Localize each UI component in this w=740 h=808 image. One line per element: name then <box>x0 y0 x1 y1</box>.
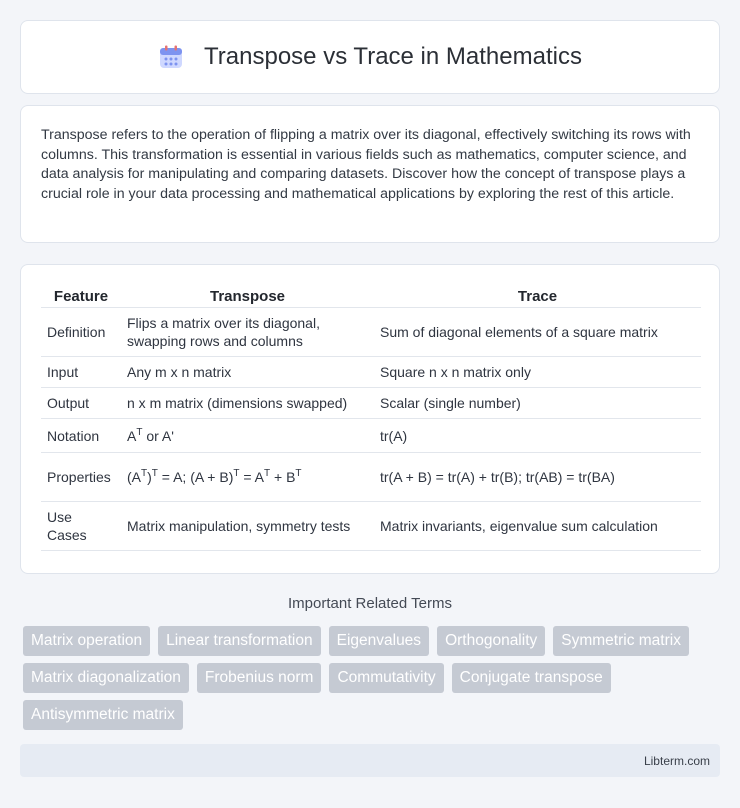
calendar-icon <box>158 44 184 70</box>
related-terms-list <box>23 626 723 730</box>
intro-card <box>20 105 720 243</box>
comparison-table-card <box>20 264 720 574</box>
table-row <box>41 419 701 453</box>
feature-cell: Use Cases <box>41 502 121 551</box>
trace-cell: Square n x n matrix only <box>374 357 701 388</box>
term-tag[interactable]: Matrix operation <box>23 626 150 656</box>
transpose-cell: n x m matrix (dimensions swapped) <box>121 388 374 419</box>
footer-site-link[interactable]: Libterm.com <box>643 753 710 768</box>
feature-cell: Definition <box>41 308 121 357</box>
table-row <box>41 388 701 419</box>
trace-cell: tr(A) <box>374 419 701 453</box>
term-tag[interactable]: Orthogonality <box>437 626 545 656</box>
transpose-cell: Flips a matrix over its diagonal, swapping rows and columns <box>121 308 374 357</box>
term-tag[interactable]: Commutativity <box>329 663 443 693</box>
transpose-cell: Matrix manipulation, symmetry tests <box>121 502 374 551</box>
transpose-cell: Any m x n matrix <box>121 357 374 388</box>
term-tag[interactable]: Conjugate transpose <box>452 663 611 693</box>
table-header-row <box>41 285 701 308</box>
footer <box>20 744 720 777</box>
comparison-table <box>41 285 701 551</box>
table-row <box>41 308 701 357</box>
column-header-transpose: Transpose <box>121 285 374 308</box>
trace-cell: Sum of diagonal elements of a square matrix <box>374 308 701 357</box>
trace-cell: Scalar (single number) <box>374 388 701 419</box>
feature-cell: Notation <box>41 419 121 453</box>
transpose-cell: $A^T$ or A' <box>121 419 374 453</box>
page-title: Transpose vs Trace in Mathematics <box>204 43 582 70</box>
column-header-trace: Trace <box>374 285 701 308</box>
table-row <box>41 502 701 551</box>
feature-cell: Output <box>41 388 121 419</box>
trace-cell: tr(A + B) = tr(A) + tr(B); tr(AB) = tr(BA) <box>374 453 701 502</box>
trace-cell: Matrix invariants, eigenvalue sum calculation <box>374 502 701 551</box>
transpose-cell: $(A^T)^T = A$; $(A + B)^T = A^T + B^T$ <box>121 453 374 502</box>
term-tag[interactable]: Linear transformation <box>158 626 320 656</box>
term-tag[interactable]: Frobenius norm <box>197 663 322 693</box>
column-header-feature: Feature <box>41 285 121 308</box>
related-terms-title: Important Related Terms <box>288 595 452 612</box>
header-card <box>20 20 720 94</box>
term-tag[interactable]: Matrix diagonalization <box>23 663 189 693</box>
term-tag[interactable]: Eigenvalues <box>329 626 429 656</box>
feature-cell: Properties <box>41 453 121 502</box>
feature-cell: Input <box>41 357 121 388</box>
table-row <box>41 357 701 388</box>
table-row <box>41 453 701 502</box>
term-tag[interactable]: Antisymmetric matrix <box>23 700 183 730</box>
term-tag[interactable]: Symmetric matrix <box>553 626 689 656</box>
intro-paragraph: Transpose refers to the operation of flipping a matrix over its diagonal, effectively switching its rows with columns. This transformation is essential in various fields such as mathematics, computer science, and data analysis for manipulating and comparing datasets. Discover how the concept of transpose plays a crucial role in your data processing and mathematical applications by exploring the rest of this article. <box>41 127 691 202</box>
